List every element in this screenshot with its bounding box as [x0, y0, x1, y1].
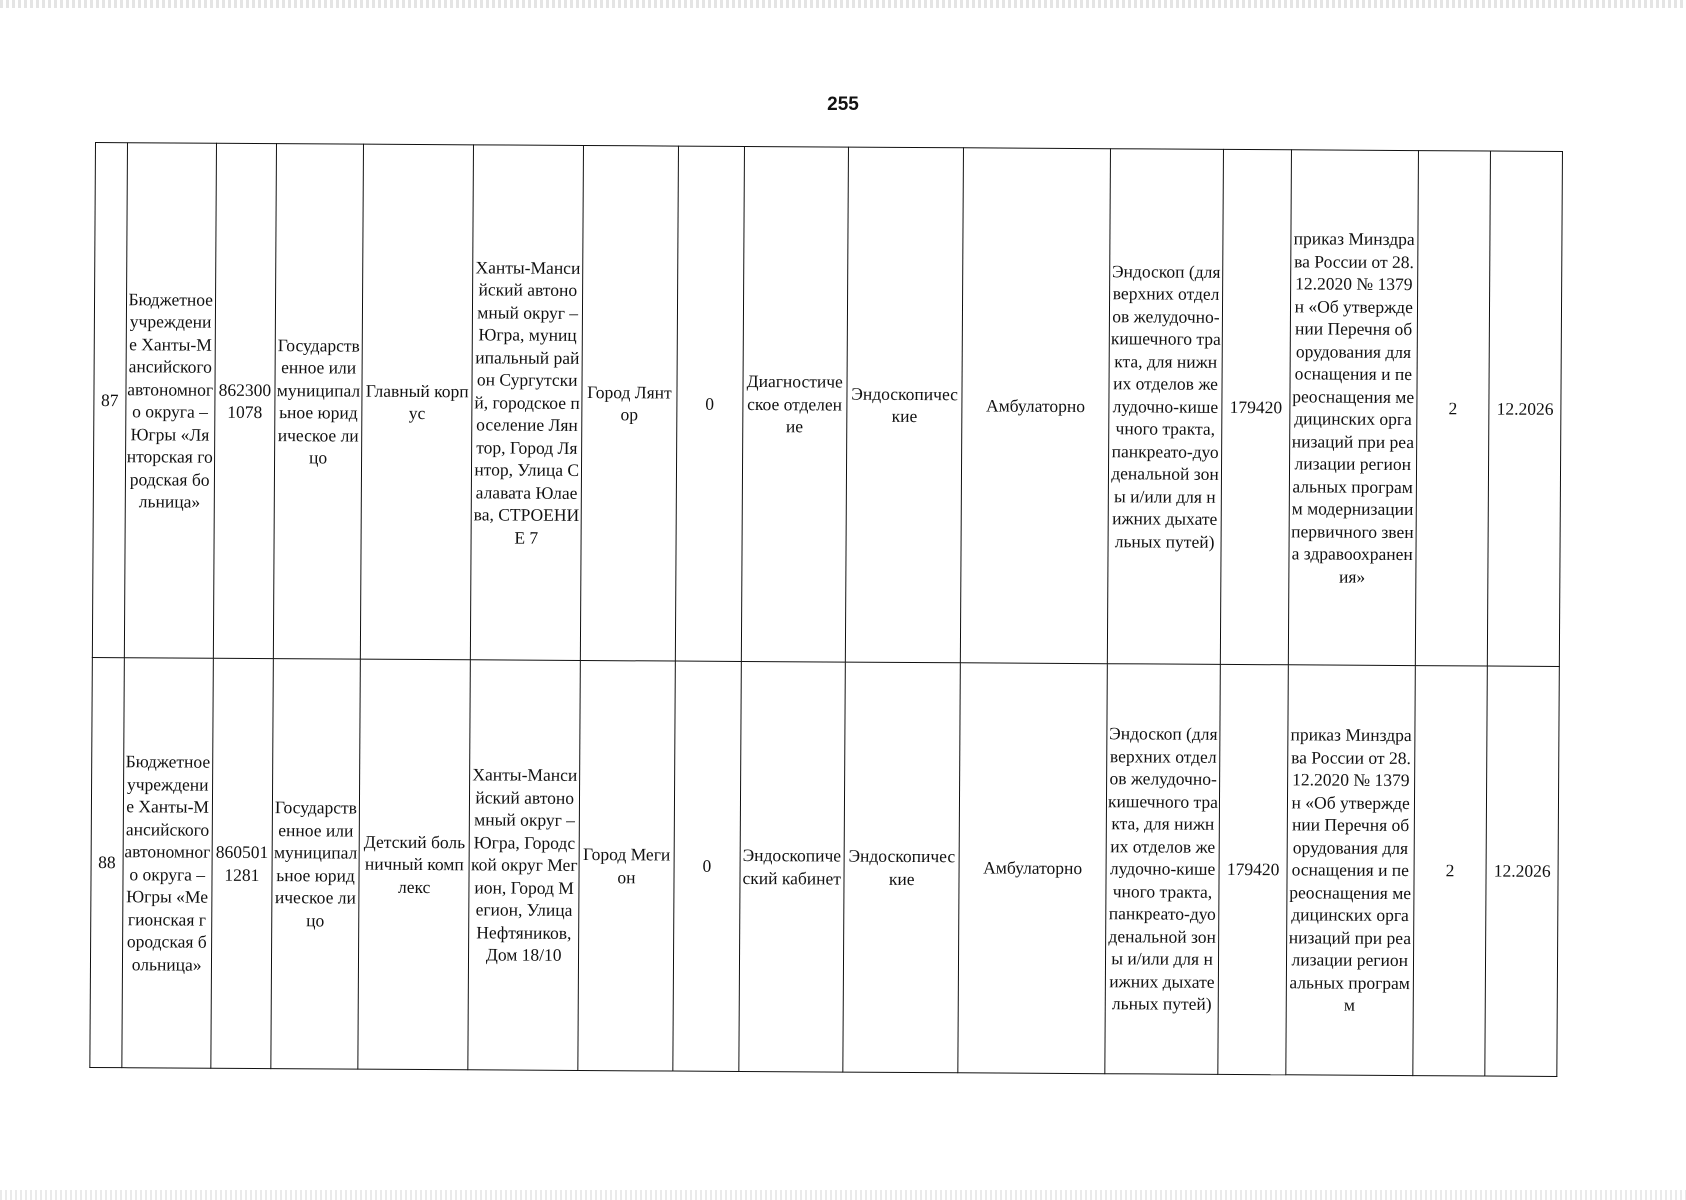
- department: Диагностическое отделение: [741, 146, 848, 662]
- order-reference: приказ Минздрава России от 28.12.2020 № 1379н «Об утверждении Перечня оборудования для оснащения и переоснащения медицинских организаций при реализации региональных программ модернизации первичного звена здравоохранения»: [1288, 150, 1418, 666]
- equipment-table-wrapper: [89, 142, 1563, 1077]
- page-number: 255: [827, 94, 859, 115]
- care-type: Амбулаторно: [961, 148, 1110, 664]
- settlement: Город Лянтор: [580, 145, 678, 661]
- table-row: [92, 143, 1562, 667]
- scan-edge-bottom: [0, 1190, 1686, 1200]
- organization-name: Бюджетное учреждение Ханты-Мансийского автономного округа – Югры «Лянторская городская больница»: [124, 143, 216, 659]
- table-row: [90, 657, 1559, 1076]
- equipment-name: Эндоскоп (для верхних отделов желудочно-кишечного тракта, для нижних отделов желудочно-кишечного тракта, панкреато-дуоденальной зоны и/или для нижних дыхательных путей): [1105, 664, 1221, 1075]
- legal-form: Государственное или муниципальное юридическое лицо: [273, 144, 363, 660]
- organization-name: Бюджетное учреждение Ханты-Мансийского автономного округа – Югры «Мегионская городская больница»: [122, 658, 214, 1069]
- building: Детский больничный комплекс: [358, 659, 471, 1070]
- equipment-table: [89, 142, 1563, 1077]
- quantity: 2: [1415, 151, 1491, 666]
- quantity: 2: [1412, 666, 1487, 1076]
- settlement: Город Мегион: [578, 660, 676, 1071]
- row-number: 87: [92, 143, 127, 658]
- due-date: 12.2026: [1485, 666, 1559, 1076]
- order-reference: приказ Минздрава России от 28.12.2020 № 1379н «Об утверждении Перечня оборудования для оснащения и переоснащения медицинских организаций при реализации региональных программ: [1286, 665, 1415, 1076]
- address: Ханты-Мансийский автономный округ – Югра, Городской округ Мегион, Город Мегион, Улица Нефтяников, Дом 18/10: [468, 660, 580, 1071]
- zero-value: 0: [675, 146, 744, 661]
- equipment-code: 179420: [1218, 664, 1288, 1074]
- building: Главный корпус: [360, 144, 474, 660]
- profile: Эндоскопические: [845, 147, 964, 663]
- row-number: 88: [90, 657, 124, 1067]
- legal-form: Государственное или муниципальное юридическое лицо: [271, 659, 360, 1070]
- care-type: Амбулаторно: [958, 663, 1107, 1074]
- department: Эндоскопический кабинет: [738, 661, 845, 1072]
- equipment-code: 179420: [1221, 149, 1292, 664]
- inn: 8623001078: [213, 143, 276, 658]
- inn: 8605011281: [211, 658, 274, 1068]
- address: Ханты-Мансийский автономный округ – Югра, муниципальный район Сургутский, городское поселение Лянтор, Город Лянтор, Улица Салавата Юлаева, СТРОЕНИЕ 7: [471, 145, 584, 661]
- zero-value: 0: [673, 661, 741, 1071]
- profile: Эндоскопические: [843, 662, 961, 1073]
- scan-edge-top: [0, 0, 1686, 8]
- due-date: 12.2026: [1488, 151, 1563, 666]
- equipment-name: Эндоскоп (для верхних отделов желудочно-кишечного тракта, для нижних отделов желудочно-кишечного тракта, панкреато-дуоденальной зоны и/или для нижних дыхательных путей): [1107, 149, 1224, 665]
